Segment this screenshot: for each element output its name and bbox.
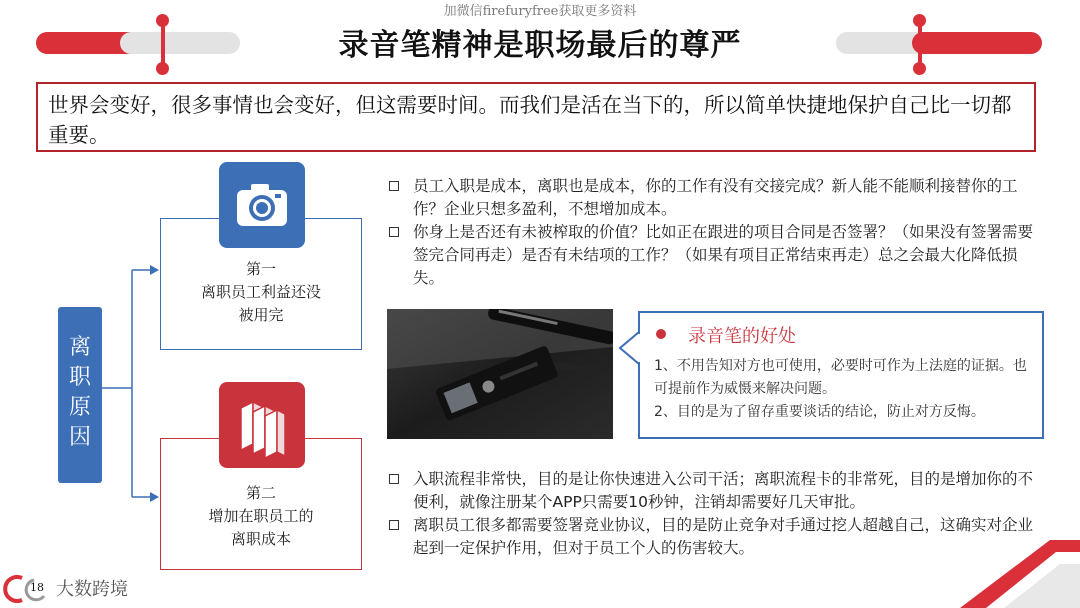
checkbox-square-icon bbox=[389, 181, 399, 191]
camera-icon bbox=[219, 162, 305, 248]
checkbox-square-icon bbox=[389, 227, 399, 237]
callout-bullet-icon bbox=[656, 329, 666, 339]
bullet-list-top bbox=[387, 175, 1047, 290]
camera-icon-tile bbox=[219, 162, 305, 248]
bullet-item bbox=[387, 468, 1047, 514]
reason-second-heading: 第二 bbox=[245, 484, 276, 502]
checkbox-square-icon bbox=[389, 474, 399, 484]
watermark-text: 加微信firefuryfree获取更多资料 bbox=[443, 4, 637, 19]
reason-first-line1: 离职员工利益还没 bbox=[200, 283, 321, 301]
callout-body bbox=[654, 355, 1034, 424]
bullet-item bbox=[387, 175, 1047, 221]
reason-first-heading: 第一 bbox=[245, 260, 276, 278]
reason-first-line2: 被用完 bbox=[238, 306, 284, 324]
callout-line1: 1、不用告知对方也可使用，必要时可作为上法庭的证据。也可提前作为威慑来解决问题。 bbox=[654, 358, 1027, 397]
reason-first-text bbox=[160, 258, 362, 327]
reason-second-line2: 离职成本 bbox=[230, 530, 291, 548]
reason-second-line1: 增加在职员工的 bbox=[208, 507, 314, 525]
bullet-text: 离职员工很多都需要签署竞业协议，目的是防止竞争对手通过挖人超越自己，这确实对企业起到一定保护作用，但对于员工个人的伤害较大。 bbox=[413, 516, 1034, 557]
callout-line2: 2、目的是为了留存重要谈话的结论，防止对方反悔。 bbox=[654, 404, 985, 420]
page-number: 18 bbox=[30, 581, 44, 594]
reason-second-text bbox=[160, 482, 362, 551]
bullet-list-bottom bbox=[387, 468, 1047, 560]
books-icon bbox=[219, 382, 305, 468]
voice-recorder-image bbox=[387, 309, 613, 439]
intro-text: 世界会变好，很多事情也会变好，但这需要时间。而我们是活在当下的，所以简单快捷地保护自己比一切都重要。 bbox=[48, 93, 1012, 147]
bullet-item bbox=[387, 221, 1047, 290]
callout-title: 录音笔的好处 bbox=[688, 326, 796, 347]
brand-name: 大数跨境 bbox=[56, 579, 128, 600]
books-icon-tile bbox=[219, 382, 305, 468]
checkbox-square-icon bbox=[389, 520, 399, 530]
reason-label-text: 离职原因 bbox=[69, 335, 92, 450]
callout-pointer bbox=[618, 330, 642, 370]
brand-logo-icon bbox=[0, 574, 56, 604]
bullet-text: 员工入职是成本，离职也是成本，你的工作有没有交接完成？新人能不能顺利接替你的工作？企业只想多盈利，不想增加成本。 bbox=[413, 177, 1018, 218]
bullet-item bbox=[387, 514, 1047, 560]
corner-decoration bbox=[960, 530, 1080, 608]
reason-label bbox=[58, 307, 102, 483]
bullet-text: 入职流程非常快，目的是让你快速进入公司干活；离职流程卡的非常死，目的是增加你的不便利，就像注册某个APP只需要10秒钟，注销却需要好几天审批。 bbox=[413, 470, 1034, 511]
page-title: 录音笔精神是职场最后的尊严 bbox=[338, 28, 742, 63]
voice-recorder-photo bbox=[387, 309, 613, 439]
bullet-text: 你身上是否还有未被榨取的价值？比如正在跟进的项目合同是否签署？（如果没有签署需要签完合同再走）是否有未结项的工作？（如果有项目正常结束再走）总之会最大化降低损失。 bbox=[413, 223, 1034, 287]
